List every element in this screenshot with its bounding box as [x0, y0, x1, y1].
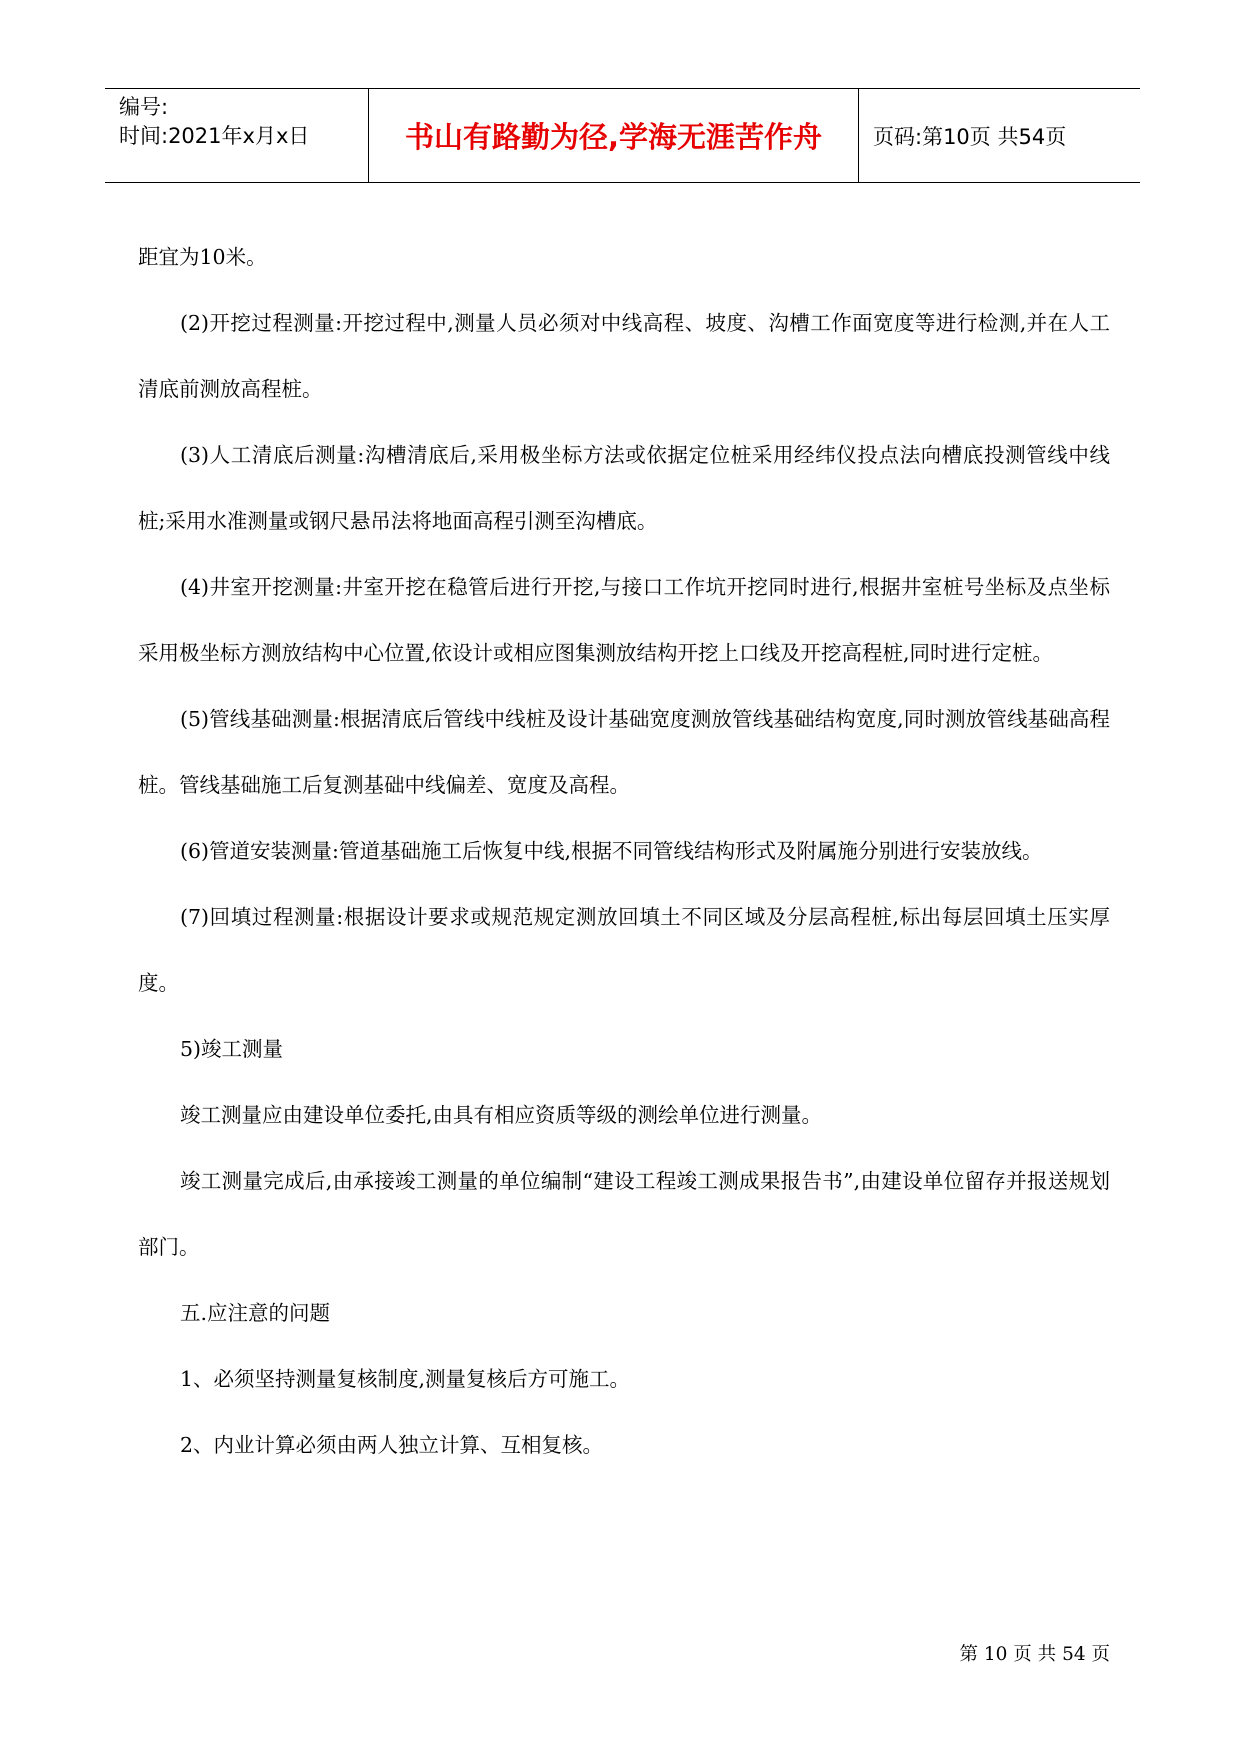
document-date: 时间:2021年x月x日 — [119, 124, 310, 148]
list-item: 1、必须坚持测量复核制度,测量复核后方可施工。 — [180, 1367, 631, 1391]
paragraph: 竣工测量应由建设单位委托,由具有相应资质等级的测绘单位进行测量。 — [180, 1103, 823, 1127]
paragraph: 竣工测量完成后,由承接竣工测量的单位编制“建设工程竣工测成果报告书”,由建设单位留存并报送规划部门。 — [138, 1169, 1110, 1259]
paragraph: (3)人工清底后测量:沟槽清底后,采用极坐标方法或依据定位桩采用经纬仪投点法向槽底投测管线中线桩;采用水准测量或钢尺悬吊法将地面高程引测至沟槽底。 — [138, 443, 1110, 533]
paragraph: (6)管道安装测量:管道基础施工后恢复中线,根据不同管线结构形式及附属施分别进行安装放线。 — [180, 839, 1043, 863]
section-heading: 五.应注意的问题 — [180, 1301, 331, 1325]
section-heading: 5)竣工测量 — [180, 1037, 284, 1061]
paragraph: (7)回填过程测量:根据设计要求或规范规定测放回填土不同区域及分层高程桩,标出每层回填土压实厚度。 — [138, 905, 1110, 995]
page-header — [105, 88, 1140, 183]
header-page-number: 页码:第10页 共54页 — [873, 124, 1067, 149]
header-slogan: 书山有路勤为径,学海无涯苦作舟 — [369, 89, 859, 182]
paragraph: 距宜为10米。 — [138, 245, 267, 269]
document-number-label: 编号: — [119, 95, 169, 119]
paragraph: (4)井室开挖测量:井室开挖在稳管后进行开挖,与接口工作坑开挖同时进行,根据井室桩号坐标及点坐标采用极坐标方测放结构中心位置,依设计或相应图集测放结构开挖上口线及开挖高程桩,同时进行定桩。 — [138, 575, 1110, 665]
document-body — [138, 224, 1110, 1478]
paragraph: (2)开挖过程测量:开挖过程中,测量人员必须对中线高程、坡度、沟槽工作面宽度等进行检测,并在人工清底前测放高程桩。 — [138, 311, 1110, 401]
header-meta — [105, 89, 369, 182]
page-footer: 第 10 页 共 54 页 — [959, 1644, 1110, 1665]
paragraph: (5)管线基础测量:根据清底后管线中线桩及设计基础宽度测放管线基础结构宽度,同时测放管线基础高程桩。管线基础施工后复测基础中线偏差、宽度及高程。 — [138, 707, 1110, 797]
list-item: 2、内业计算必须由两人独立计算、互相复核。 — [180, 1433, 604, 1457]
